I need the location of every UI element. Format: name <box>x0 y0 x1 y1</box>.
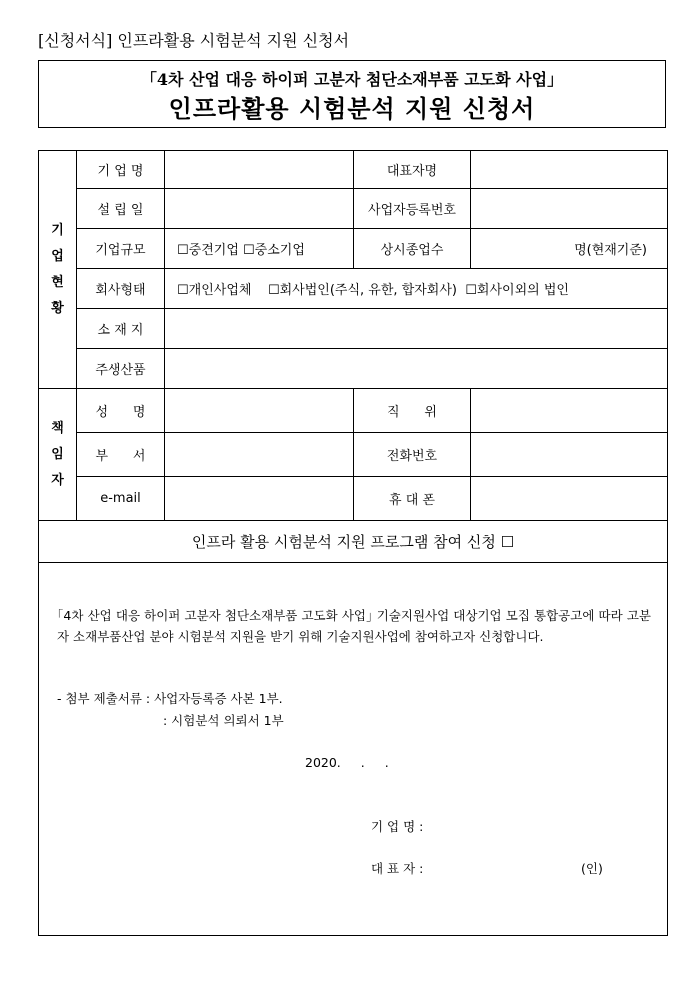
form-title: 인프라활용 시험분석 지원 신청서 <box>168 94 536 123</box>
application-date: 2020. . . <box>305 755 389 770</box>
signature-ceo-label: 대 표 자 : <box>371 861 424 876</box>
manager-phone-field[interactable] <box>471 433 668 477</box>
attachment-line-1: - 첨부 제출서류 : 사업자등록증 사본 1부. <box>57 691 283 706</box>
manager-position-field[interactable] <box>471 389 668 433</box>
manager-dept-label: 부 서 <box>77 433 165 477</box>
employees-field[interactable]: 명(현재기준) <box>471 229 668 269</box>
application-statement: ｢4차 산업 대응 하이퍼 고분자 첨단소재부품 고도화 사업｣ 기술지원사업 대상기업 모집 통합공고에 따라 고분자 소재부품산업 분야 시험분석 지원을 받기 위해 기술지원사업에 참여하고자 신청합니다. <box>57 608 651 644</box>
manager-name-label: 성 명 <box>77 389 165 433</box>
biz-reg-number-field[interactable] <box>471 189 668 229</box>
established-date-field[interactable] <box>165 189 354 229</box>
main-products-field[interactable] <box>165 349 668 389</box>
company-size-options[interactable]: ☐중견기업 ☐중소기업 <box>165 229 354 269</box>
employees-label: 상시종업수 <box>354 229 471 269</box>
biz-reg-number-label: 사업자등록번호 <box>354 189 471 229</box>
address-label: 소 재 지 <box>77 309 165 349</box>
attachment-line-2: : 시험분석 의뢰서 1부 <box>163 713 284 728</box>
company-size-label: 기업규모 <box>77 229 165 269</box>
application-statement-box <box>39 563 668 936</box>
signature-company-label: 기 업 명 : <box>371 819 424 834</box>
main-products-label: 주생산품 <box>77 349 165 389</box>
seal-mark: (인) <box>581 861 603 876</box>
ceo-name-field[interactable] <box>471 151 668 189</box>
company-name-label: 기 업 명 <box>77 151 165 189</box>
manager-phone-label: 전화번호 <box>354 433 471 477</box>
address-field[interactable] <box>165 309 668 349</box>
manager-position-label: 직 위 <box>354 389 471 433</box>
manager-dept-field[interactable] <box>165 433 354 477</box>
application-form-table <box>38 150 668 936</box>
manager-section-label: 책 임 자 <box>39 389 77 521</box>
project-title: ｢4차 산업 대응 하이퍼 고분자 첨단소재부품 고도화 사업｣ <box>148 70 556 89</box>
manager-mobile-field[interactable] <box>471 477 668 521</box>
established-date-label: 설 립 일 <box>77 189 165 229</box>
company-section-label: 기 업 현 황 <box>39 151 77 389</box>
company-name-field[interactable] <box>165 151 354 189</box>
manager-email-field[interactable] <box>165 477 354 521</box>
manager-email-label: e-mail <box>77 477 165 521</box>
program-application-checkbox[interactable]: 인프라 활용 시험분석 지원 프로그램 참여 신청 ☐ <box>39 521 668 563</box>
company-type-options[interactable]: ☐개인사업체 ☐회사법인(주식, 유한, 합자회사) ☐회사이외의 법인 <box>165 269 668 309</box>
title-box <box>38 60 666 128</box>
form-type-tag: [신청서식] 인프라활용 시험분석 지원 신청서 <box>38 31 350 50</box>
manager-mobile-label: 휴 대 폰 <box>354 477 471 521</box>
company-type-label: 회사형태 <box>77 269 165 309</box>
ceo-name-label: 대표자명 <box>354 151 471 189</box>
manager-name-field[interactable] <box>165 389 354 433</box>
